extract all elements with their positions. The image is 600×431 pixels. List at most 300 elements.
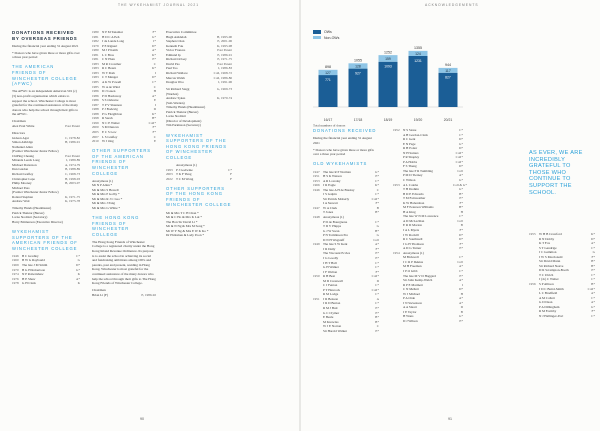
person-detail: Past Parent bbox=[217, 61, 232, 66]
year: 1982 bbox=[92, 39, 99, 44]
supporter-name: Mr N P Allen * bbox=[92, 183, 113, 188]
list-item bbox=[313, 329, 379, 334]
house-mark: I bbox=[154, 102, 156, 107]
category-label: 16/17 bbox=[323, 118, 333, 122]
house-mark: E* bbox=[375, 251, 379, 256]
house-mark: C* bbox=[375, 260, 379, 265]
donor-name: W J E Norton bbox=[323, 324, 342, 329]
house-mark: A* bbox=[458, 300, 463, 305]
subheading: Chairman bbox=[12, 119, 26, 124]
house-mark: Coll* bbox=[371, 274, 379, 279]
supporter-name: Mr & Mrs S Hewell bbox=[92, 187, 119, 192]
year: 1986 bbox=[92, 93, 99, 98]
donor-name: M R Crowther bbox=[102, 61, 122, 66]
donor-name: W J Ong bbox=[102, 139, 114, 144]
house-mark: C bbox=[376, 324, 379, 329]
donor-name: J R D Barton bbox=[323, 301, 341, 306]
house-mark: D* bbox=[458, 232, 463, 237]
donor-name: M H Freeman bbox=[403, 264, 422, 269]
donor-name: B D E Edwards bbox=[403, 191, 424, 196]
person-name: ChiPing Cheung bbox=[12, 153, 34, 158]
house-mark: E* bbox=[459, 318, 463, 323]
person-name: Marcus Walsh bbox=[166, 75, 185, 80]
house-mark: D bbox=[376, 278, 379, 283]
house-mark: C bbox=[376, 187, 379, 192]
subheading: Chairman bbox=[92, 288, 106, 293]
person-name: Brian Li (F) bbox=[92, 292, 108, 297]
house-mark: E* bbox=[375, 328, 379, 333]
person-name: Kenneth Fok bbox=[166, 43, 184, 48]
donor-name: J F Walton bbox=[323, 269, 338, 274]
donor-name: R P E Marmert bbox=[403, 282, 423, 287]
donor-name: Sir Richard Neave bbox=[539, 263, 564, 268]
year: 1981 bbox=[92, 34, 99, 39]
donor-name: A H Gordon-Clark bbox=[403, 132, 428, 137]
person-detail: C, 1978-82 bbox=[65, 135, 80, 140]
donor-name: B G H Robertson bbox=[22, 267, 45, 272]
donor-name: The late W N M Lawrence bbox=[403, 214, 439, 219]
house-mark: E bbox=[153, 139, 156, 144]
year: 1985 bbox=[92, 84, 99, 89]
donor-name: M F Peterson Williams bbox=[403, 205, 434, 210]
donor-name: P A Hobbs bbox=[403, 159, 417, 164]
house-mark: D* bbox=[590, 236, 595, 241]
house-mark: H* bbox=[458, 205, 463, 210]
supporter-list bbox=[92, 179, 156, 211]
chairman-list bbox=[92, 293, 156, 298]
house-mark: K* bbox=[590, 232, 595, 236]
person-name: Richard Grafley bbox=[12, 172, 34, 177]
donor-name: P E Rignert bbox=[102, 43, 118, 48]
person-name: (Former Winchester Junior Fellow) bbox=[12, 190, 59, 195]
supporter-name: Anonymous (1) bbox=[92, 178, 113, 183]
person-detail: C, 1968-73 bbox=[65, 172, 80, 177]
person-name: Richard Ocloey bbox=[166, 57, 187, 62]
house-mark: E* bbox=[459, 273, 463, 278]
legend-item bbox=[313, 30, 463, 34]
donor-list bbox=[92, 30, 156, 144]
total-label: 944 bbox=[445, 63, 451, 68]
house-mark: C* bbox=[459, 214, 463, 219]
person-detail: K, 1971-75 bbox=[64, 194, 80, 199]
donor-name: A L Colebe bbox=[403, 182, 419, 187]
donor-note: * Donors who have given three or more gifts over a three year period bbox=[313, 147, 374, 157]
house-mark: A* bbox=[458, 264, 463, 269]
donor-name: N H Sutters bbox=[403, 150, 419, 155]
donor-name: P T Hancock bbox=[323, 287, 340, 292]
house-mark: C* bbox=[228, 167, 232, 172]
house-mark: H* bbox=[590, 263, 595, 268]
person-detail: Past Parent bbox=[65, 153, 80, 158]
donor-name: P A Orde bbox=[403, 296, 415, 301]
person-detail: Past Parent bbox=[217, 48, 232, 53]
year: 1976 bbox=[12, 276, 19, 281]
donor-name: J A L Myers bbox=[403, 228, 420, 233]
house-mark: C* bbox=[591, 313, 595, 318]
house-mark: E* bbox=[375, 255, 379, 260]
house-mark: A* bbox=[590, 291, 595, 296]
year: 2003 bbox=[166, 172, 173, 177]
donor-name: P J Godwine bbox=[176, 167, 193, 172]
donor-name: B C Gradley bbox=[22, 253, 39, 258]
bar-chart-svg bbox=[313, 41, 463, 127]
donor-name: J G Goodly bbox=[323, 255, 339, 260]
year: 2005 bbox=[92, 130, 99, 135]
house-mark: C* bbox=[591, 277, 595, 282]
donor-name: J D C Baird-Smith bbox=[539, 286, 564, 291]
supporter-name: Mr & Mrs G White * bbox=[92, 205, 121, 210]
section-title: THE HONG KONG FRIENDS OF WINCHESTER COLLEGE bbox=[92, 214, 140, 237]
list-item bbox=[12, 124, 80, 129]
house-mark: G bbox=[376, 233, 379, 238]
date-note: During the financial year ending 31 August 2021 bbox=[12, 43, 79, 48]
year: 1987 bbox=[92, 102, 99, 107]
section-title: OTHER SUPPORTERS OF THE AMERICAN FRIENDS OF WINCHESTER COLLEGE bbox=[92, 148, 151, 176]
donor-name: E Beale bbox=[323, 315, 334, 320]
donor-name: Sir Patrick Moberly bbox=[323, 196, 350, 201]
house-mark: C* bbox=[459, 132, 463, 137]
donor-name: R C Southwell bbox=[403, 237, 423, 242]
list-item bbox=[12, 199, 80, 204]
house-mark: H* bbox=[151, 116, 156, 121]
house-mark: Coll* bbox=[455, 155, 463, 160]
year: 1983 bbox=[92, 66, 99, 71]
house-mark: C bbox=[153, 61, 156, 66]
category-label: 20/21 bbox=[443, 118, 453, 122]
donor-name: W J Michael bbox=[403, 291, 420, 296]
category-label: 17/18 bbox=[353, 118, 363, 122]
house-mark: G* bbox=[458, 187, 463, 192]
person-detail: E, 1971-75 bbox=[217, 57, 232, 62]
year: 1970 bbox=[12, 267, 19, 272]
donor-name: R M J Butt bbox=[323, 305, 338, 310]
year: 1947 bbox=[313, 205, 320, 210]
house-mark: C* bbox=[459, 268, 463, 273]
person-detail: H, 1986-91 bbox=[64, 140, 80, 145]
donor-name: M J P Keith bbox=[102, 48, 118, 53]
house-mark: E* bbox=[152, 57, 156, 62]
donor-name: T C M Wong bbox=[176, 176, 194, 181]
year: 1966 bbox=[313, 183, 320, 188]
house-mark: K* bbox=[374, 183, 379, 188]
donor-name: J P O Gibb bbox=[403, 268, 418, 273]
house-mark: D bbox=[153, 107, 156, 112]
donor-name: E C S Low bbox=[102, 130, 117, 135]
donor-name: J R Eagle bbox=[323, 183, 336, 188]
total-label: 1252 bbox=[384, 50, 392, 55]
house-mark: E bbox=[153, 98, 156, 103]
donor-name: H S K Watson bbox=[323, 174, 342, 179]
year: 1979 bbox=[92, 43, 99, 48]
year: 1993 bbox=[166, 167, 173, 172]
year: 1960 bbox=[12, 258, 19, 263]
year: 1950 bbox=[313, 274, 320, 279]
donor-name: W H B Crawford bbox=[539, 232, 562, 236]
house-mark: D* bbox=[151, 43, 156, 48]
donor-name: H A King bbox=[403, 209, 416, 214]
supporter-name: The Hon Sir David Li * bbox=[166, 219, 198, 224]
person-name: Miranda Leeds Long bbox=[12, 158, 40, 163]
year: 1983 bbox=[92, 70, 99, 75]
left-col-3 bbox=[166, 30, 232, 238]
year: 1949 bbox=[313, 242, 320, 247]
donor-name: J (Jo) C Walter bbox=[539, 277, 559, 282]
donor-name: D N H Wagstaff bbox=[323, 237, 345, 242]
legend-item bbox=[313, 36, 463, 40]
year: 1951 bbox=[313, 296, 320, 301]
data-label: 927 bbox=[355, 71, 361, 76]
donor-name: R H Potter bbox=[403, 146, 418, 151]
list-item bbox=[166, 177, 232, 182]
donor-name: The late R P Norman bbox=[323, 169, 351, 174]
person-detail: E, 1986-91 bbox=[217, 52, 232, 57]
year: 1988 bbox=[92, 111, 99, 116]
donor-name: R H Best bbox=[323, 274, 336, 279]
donor-name: P J Bodevig bbox=[102, 107, 118, 112]
house-mark: G* bbox=[458, 314, 463, 319]
house-mark: F* bbox=[375, 201, 379, 206]
section-title: OLD WYKEHAMISTS bbox=[313, 161, 368, 167]
house-mark: G* bbox=[458, 178, 463, 183]
house-mark: C* bbox=[152, 80, 156, 85]
year: 1946 bbox=[12, 253, 19, 258]
list-item bbox=[92, 293, 156, 298]
person-name: (Warden) bbox=[166, 91, 179, 96]
donor-name: K W Habershon bbox=[403, 200, 425, 205]
section-title: OTHER SUPPORTERS OF THE HONG KONG FRIENDS OF WINCHESTER COLLEGE bbox=[166, 185, 232, 208]
donor-name: M Bickwell bbox=[403, 255, 419, 260]
donor-name: T Jones bbox=[323, 210, 334, 215]
data-label: 117 bbox=[445, 68, 451, 73]
supporter-name: Timothy Hands (Headmaster) bbox=[12, 206, 52, 211]
house-mark: A bbox=[376, 296, 379, 301]
person-detail: I, 1989-89 bbox=[66, 158, 80, 163]
house-mark: E* bbox=[459, 196, 463, 201]
person-detail: E, 2001-06 bbox=[217, 39, 232, 44]
donor-name: L S Grafley bbox=[102, 134, 118, 139]
house-mark: C* bbox=[375, 219, 379, 224]
person-detail: I, 1986-83 bbox=[218, 66, 232, 71]
supporter-name: Mr W Y Ng & Mrs E W K Ko * bbox=[166, 228, 209, 233]
house-mark: A* bbox=[374, 242, 379, 247]
house-mark: Coll bbox=[457, 218, 463, 223]
donor-name: Sir David Mann bbox=[539, 259, 561, 264]
house-mark: G* bbox=[374, 169, 379, 174]
year bbox=[529, 314, 539, 319]
person-name: Sir Richard Stagg bbox=[166, 87, 190, 92]
donor-name: E R D Morton bbox=[403, 223, 422, 228]
house-mark: D* bbox=[458, 237, 463, 242]
donor-name: C N Mellett bbox=[403, 287, 419, 292]
house-mark: G bbox=[77, 258, 80, 263]
person-detail: I, 1991-96 bbox=[218, 80, 232, 85]
house-mark: E* bbox=[375, 310, 379, 315]
category-label: 19/20 bbox=[413, 118, 423, 122]
donor-name: W A de Wind bbox=[102, 84, 120, 89]
house-mark: F bbox=[230, 172, 232, 177]
donor-name: J H T Hall bbox=[323, 260, 337, 265]
person-name: Michael Dotterson bbox=[12, 162, 37, 167]
donor-name: I A Stewart bbox=[323, 201, 338, 206]
house-mark: C bbox=[153, 84, 156, 89]
person-name: Gideon Agar bbox=[12, 135, 29, 140]
house-mark: C* bbox=[76, 253, 80, 258]
house-mark: D* bbox=[151, 75, 156, 80]
donor-name: A R Loveday bbox=[323, 178, 341, 183]
donor-name: Anonymous (1) bbox=[323, 215, 344, 220]
house-mark: G bbox=[592, 250, 595, 255]
section-title: WYKEHAMIST SUPPORTERS OF THE AMERICAN FRIENDS OF WINCHESTER COLLEGE bbox=[12, 229, 78, 251]
donor-name: T C Ulrich bbox=[539, 272, 554, 277]
house-mark: H bbox=[460, 209, 463, 214]
person-name: Victor Frances bbox=[166, 48, 186, 53]
house-mark: G* bbox=[590, 304, 595, 309]
donor-name: E N Page bbox=[403, 141, 416, 146]
supporter-name: Lorna Stoddart (Secretary) bbox=[12, 215, 48, 220]
donor-name: The late A H de Breslay bbox=[323, 187, 355, 192]
paragraph: The Hong Kong Friends of Winchester College is a registered charity under the Hong Kong Inland Revenue Ordinance. Its purpose is to assist the school in achieving its social and fundraising ambitions among OWs and parents, past and present, residing in Hong Kong. Winchester is most grateful for the continued assistance of the many donors who help the school through their gifts to The Hong Kong Friends of Winchester College. bbox=[92, 239, 156, 286]
person-name: (Director of Development) bbox=[166, 118, 202, 123]
person-name: Paul Tao bbox=[166, 66, 178, 71]
left-col-2 bbox=[92, 30, 156, 297]
person-detail: K, 1970-74 bbox=[216, 96, 232, 101]
house-mark: C* bbox=[591, 295, 595, 300]
donor-name: G C Clymer bbox=[323, 310, 340, 315]
data-label: 128 bbox=[355, 64, 361, 69]
house-mark: B* bbox=[591, 282, 595, 287]
house-mark: D* bbox=[75, 263, 80, 267]
house-mark: F* bbox=[459, 200, 463, 205]
house-mark: Coll* bbox=[371, 196, 379, 201]
donor-name: S T Gandrige bbox=[539, 245, 557, 250]
person-detail bbox=[206, 123, 232, 128]
year: 1951 bbox=[313, 174, 320, 179]
donor-name: F S Theng bbox=[403, 164, 417, 169]
house-mark: Coll bbox=[457, 259, 463, 264]
donor-name: C T Manger bbox=[102, 75, 118, 80]
data-label: 1231 bbox=[414, 59, 422, 64]
house-mark: C* bbox=[375, 265, 379, 270]
house-mark: D* bbox=[458, 287, 463, 292]
donor-name: R N Dobby bbox=[539, 236, 555, 241]
house-mark: F* bbox=[459, 228, 463, 233]
donor-name: Anonymous (1) bbox=[176, 163, 197, 167]
house-mark: C* bbox=[459, 128, 463, 132]
list-item bbox=[166, 123, 232, 128]
donor-name: J R Daily bbox=[323, 246, 336, 251]
house-mark: E* bbox=[375, 174, 379, 179]
donor-name: A A Stuart bbox=[403, 305, 417, 310]
year: 1981 bbox=[92, 57, 99, 62]
legend-swatch-non-ows bbox=[313, 36, 321, 40]
donor-name: T P V Shannon bbox=[102, 102, 122, 107]
year: 1998 bbox=[92, 116, 99, 121]
house-mark: K* bbox=[151, 52, 156, 57]
person-name: Edmund Ip bbox=[166, 52, 181, 57]
house-mark: H* bbox=[374, 228, 379, 233]
donor-list bbox=[393, 128, 467, 324]
house-mark: C* bbox=[591, 245, 595, 250]
donor-name: A D G Turner bbox=[403, 246, 422, 251]
year: 1988 bbox=[92, 107, 99, 112]
donor-name: P M D Tierney bbox=[403, 173, 423, 178]
donor-name: P N Tomlinson Pre bbox=[323, 233, 348, 238]
year: 1953 bbox=[393, 182, 400, 187]
list-item bbox=[92, 206, 156, 211]
donor-name: P A Dillingham bbox=[539, 304, 560, 309]
date-note: During the financial year ending 31 August 2021 bbox=[313, 136, 372, 145]
right-col-b bbox=[393, 128, 467, 324]
year: 1955 bbox=[529, 232, 536, 236]
house-mark: Coll* bbox=[371, 287, 379, 292]
donor-name: K T Fox bbox=[539, 241, 551, 246]
year: 1983 bbox=[92, 75, 99, 80]
house-mark: B* bbox=[375, 210, 379, 215]
person-name: Stephen Chan bbox=[166, 39, 185, 44]
donor-list bbox=[313, 170, 379, 334]
house-mark: B bbox=[460, 309, 463, 314]
donor-name: D J Green bbox=[102, 89, 116, 94]
year: 1986 bbox=[92, 89, 99, 94]
section-title: DONATIONS RECEIVED bbox=[313, 128, 377, 133]
year: 1953 bbox=[313, 178, 320, 183]
house-mark: C* bbox=[375, 192, 379, 197]
data-label: 124 bbox=[415, 51, 421, 56]
person-name: (Former Winchester Junior Fellow) bbox=[12, 149, 59, 154]
donor-name: H E Shaw bbox=[22, 276, 36, 281]
house-mark: G* bbox=[458, 141, 463, 146]
donor-name: The late P R Tumbling bbox=[403, 168, 433, 173]
house-mark: A* bbox=[458, 173, 463, 178]
house-mark: F* bbox=[152, 125, 156, 130]
house-mark: D* bbox=[458, 164, 463, 169]
year: 1947 bbox=[313, 169, 320, 174]
donor-name: J de Lande Long bbox=[102, 39, 125, 44]
person-name: Roland Stephan bbox=[12, 194, 33, 199]
directors-list bbox=[12, 136, 80, 204]
chairman-list bbox=[12, 124, 80, 129]
person-name: Simon Aldridge bbox=[12, 140, 33, 145]
donor-name: G H Clark bbox=[22, 281, 36, 286]
supporter-list bbox=[166, 211, 232, 238]
house-mark: A* bbox=[458, 296, 463, 301]
house-mark: E* bbox=[591, 268, 595, 273]
house-mark: Coll bbox=[457, 168, 463, 173]
house-mark: A* bbox=[590, 241, 595, 246]
person-name: Lorna Stoddart bbox=[166, 114, 186, 119]
house-mark: I* bbox=[153, 39, 156, 44]
donor-chart bbox=[313, 30, 463, 132]
person-name: Michael Pass bbox=[12, 185, 30, 190]
donor-name: G H Walker bbox=[323, 265, 339, 270]
donor-name: S M Duncan bbox=[102, 125, 119, 130]
donor-name: P D de Bourgnone bbox=[323, 219, 348, 224]
house-mark: F* bbox=[375, 246, 379, 251]
right-page bbox=[301, 0, 600, 431]
right-col-c bbox=[529, 232, 595, 318]
donor-name: M D Cresswell bbox=[323, 278, 343, 283]
donor-name: N J Hallinger-Port bbox=[539, 313, 564, 318]
year: 1999 bbox=[92, 120, 99, 125]
list-item bbox=[92, 139, 156, 144]
left-page bbox=[0, 0, 299, 431]
year: 1981 bbox=[92, 52, 99, 57]
year: 1946 bbox=[313, 187, 320, 192]
donor-name: N S Stone bbox=[403, 128, 417, 132]
house-mark: K* bbox=[151, 111, 156, 116]
house-mark: G* bbox=[151, 34, 156, 39]
data-label: 127 bbox=[325, 70, 331, 75]
